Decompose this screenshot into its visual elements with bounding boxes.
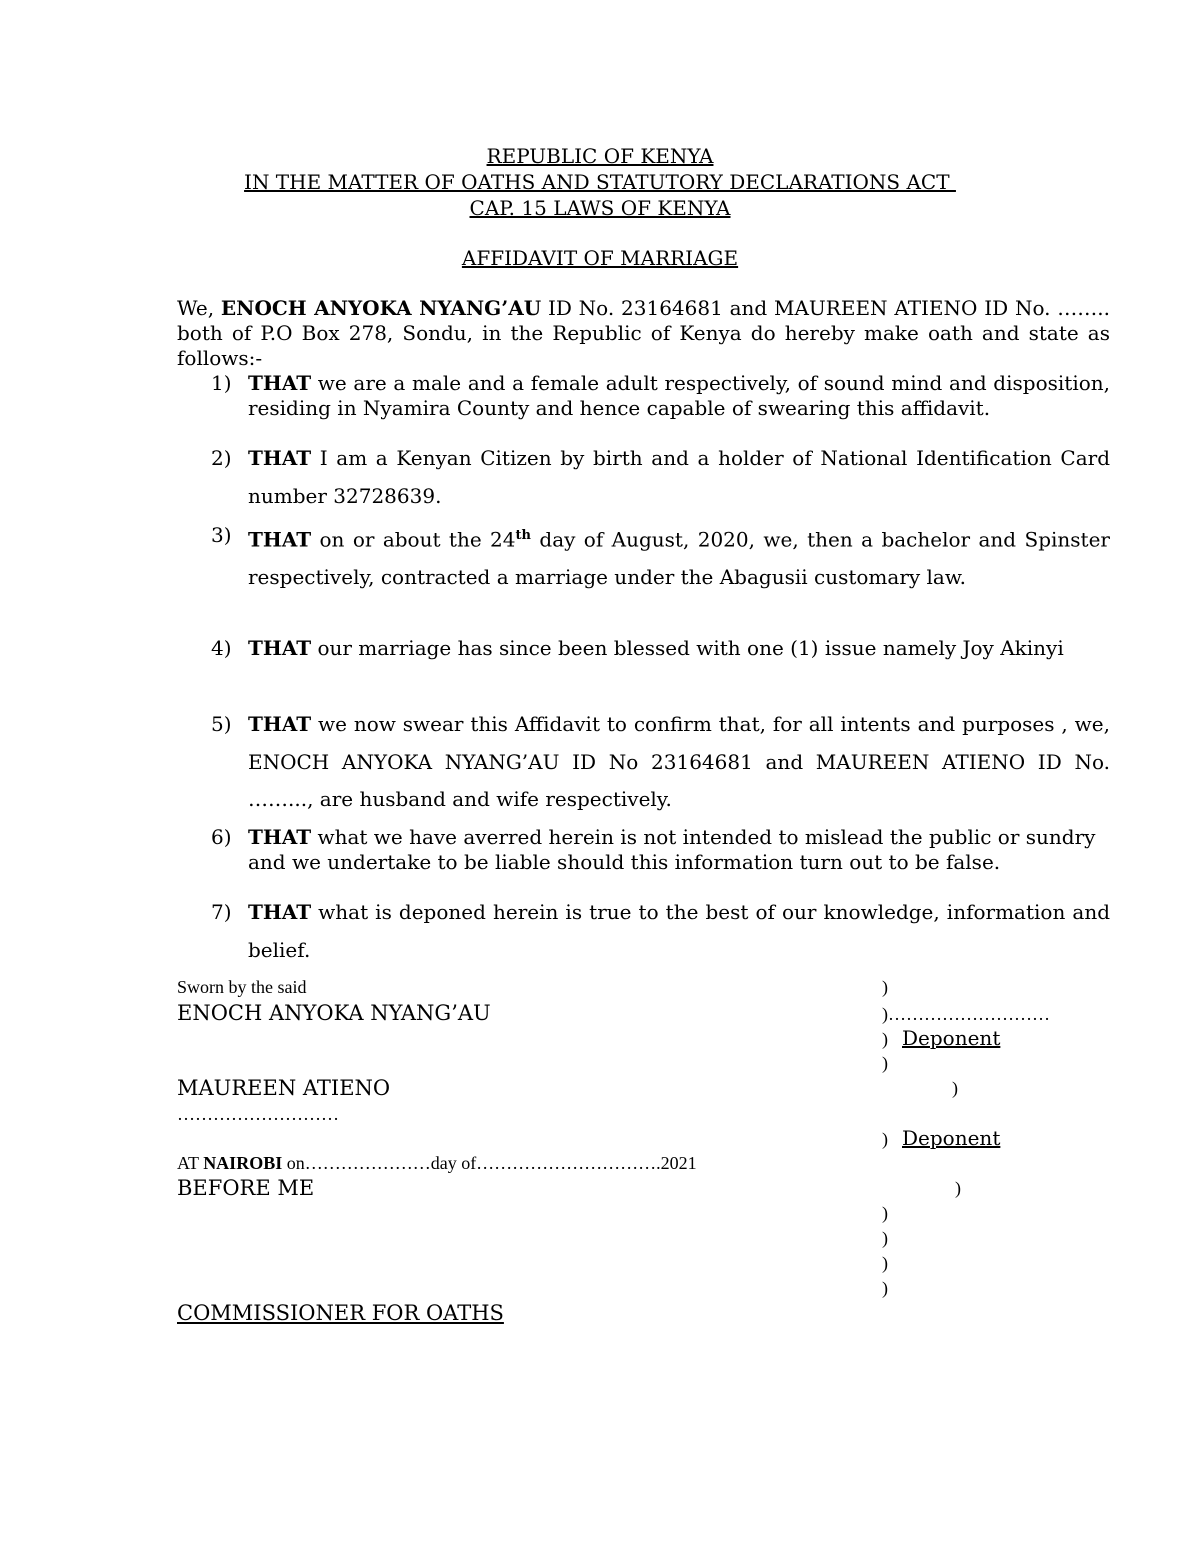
clause-number: 4) <box>211 636 232 660</box>
header-cap: CAP. 15 LAWS OF KENYA <box>469 196 731 220</box>
date-line: on…………………day of………………………….2021 <box>282 1153 697 1173</box>
clause-2 <box>177 446 1110 515</box>
document-title: AFFIDAVIT OF MARRIAGE <box>461 246 739 270</box>
paren: ) <box>955 1178 961 1198</box>
clause-number: 6) <box>211 825 232 849</box>
deponent-1-name: ENOCH ANYOKA NYANG’AU <box>177 1001 491 1025</box>
intro-name: ENOCH ANYOKA NYANG’AU <box>220 296 542 320</box>
clause-number: 2) <box>211 446 232 470</box>
clause-text <box>248 706 1110 819</box>
paren: ) <box>882 1278 888 1298</box>
clause-lead: THAT <box>248 712 312 736</box>
clause-lead: THAT <box>248 636 312 660</box>
paren: ) <box>952 1078 958 1098</box>
clause-lead: THAT <box>248 900 312 924</box>
clause-text <box>248 630 1110 668</box>
deponent-2-name: MAUREEN ATIENO <box>177 1076 391 1100</box>
commissioner-label: COMMISSIONER FOR OATHS <box>177 1301 504 1325</box>
clause-number: 7) <box>211 900 232 924</box>
deponent-2-label: Deponent <box>902 1126 1001 1150</box>
clause-lead: THAT <box>248 446 312 470</box>
clause-text <box>248 371 1110 421</box>
deponent-2-label-row <box>882 1126 1000 1150</box>
clause-lead: THAT <box>248 527 312 552</box>
deponent-2-signature-line: ……………………… <box>177 1104 339 1124</box>
intro-we: We, <box>177 296 221 320</box>
paren: ) <box>882 1203 888 1223</box>
clause-lead: THAT <box>248 825 312 849</box>
header-republic: REPUBLIC OF KENYA <box>486 144 714 168</box>
clause-text <box>248 517 1110 597</box>
paren: ) <box>882 1029 888 1049</box>
paren: ) <box>882 1129 888 1149</box>
clause-body-cont: day of August, 2020, we, then a bachelor and Spinster respectively, contracted a marriage under the Abagusii customary law. <box>248 527 1110 590</box>
deponent-1-label: Deponent <box>902 1026 1001 1050</box>
clause-body: I am a Kenyan Citizen by birth and a holder of National Identification Card number 32728639. <box>248 446 1110 508</box>
clause-text <box>248 894 1110 969</box>
intro-paragraph <box>177 296 1110 371</box>
clause-6 <box>177 825 1110 875</box>
clause-body: what is deponed herein is true to the best of our knowledge, information and belief. <box>248 900 1110 962</box>
clause-1 <box>177 371 1110 421</box>
place: NAIROBI <box>203 1153 283 1173</box>
clause-5 <box>177 712 1110 819</box>
intro-rest: ID No. 23164681 and MAUREEN ATIENO ID No. …….. both of P.O Box 278, Sondu, in the Republic of Kenya do hereby make oath and state as follows:- <box>177 296 1111 370</box>
clause-number: 3) <box>211 523 232 547</box>
clause-body: our marriage has since been blessed with one (1) issue namely Joy Akinyi <box>311 636 1064 660</box>
deponent-1-label-row <box>882 1026 1000 1050</box>
at-label: AT <box>177 1153 204 1173</box>
before-me-label: BEFORE ME <box>177 1176 315 1200</box>
clause-text <box>248 825 1110 875</box>
paren: ) <box>882 1053 888 1073</box>
clause-lead: THAT <box>248 371 312 395</box>
clause-number: 1) <box>211 371 232 395</box>
clause-3 <box>177 523 1110 597</box>
document-header <box>0 143 1200 221</box>
sworn-by-label: Sworn by the said <box>177 977 307 997</box>
paren: ) <box>882 977 888 997</box>
clause-body: we are a male and a female adult respectively, of sound mind and disposition, residing in Nyamira County and hence capable of swearing this affidavit. <box>248 371 1110 420</box>
clause-body: on or about the 24 <box>311 527 516 552</box>
clause-text <box>248 440 1110 515</box>
clause-body: we now swear this Affidavit to confirm that, for all intents and purposes , we, ENOCH ANYOKA NYANG’AU ID No 23164681 and MAUREEN ATIENO ID No. ……..., are husband and wife respectively. <box>248 712 1110 811</box>
clause-superscript: th <box>515 528 531 543</box>
clause-number: 5) <box>211 712 232 736</box>
clause-body: what we have averred herein is not intended to mislead the public or sundry and we undertake to be liable should this information turn out to be false. <box>248 825 1096 874</box>
deponent-1-signature-line: )……………………… <box>882 1004 1050 1024</box>
header-matter: IN THE MATTER OF OATHS AND STATUTORY DECLARATIONS ACT <box>244 170 956 194</box>
clause-7 <box>177 900 1110 969</box>
clause-4 <box>177 636 1110 668</box>
paren: ) <box>882 1253 888 1273</box>
paren: ) <box>882 1228 888 1248</box>
attestation-line <box>177 1153 697 1174</box>
